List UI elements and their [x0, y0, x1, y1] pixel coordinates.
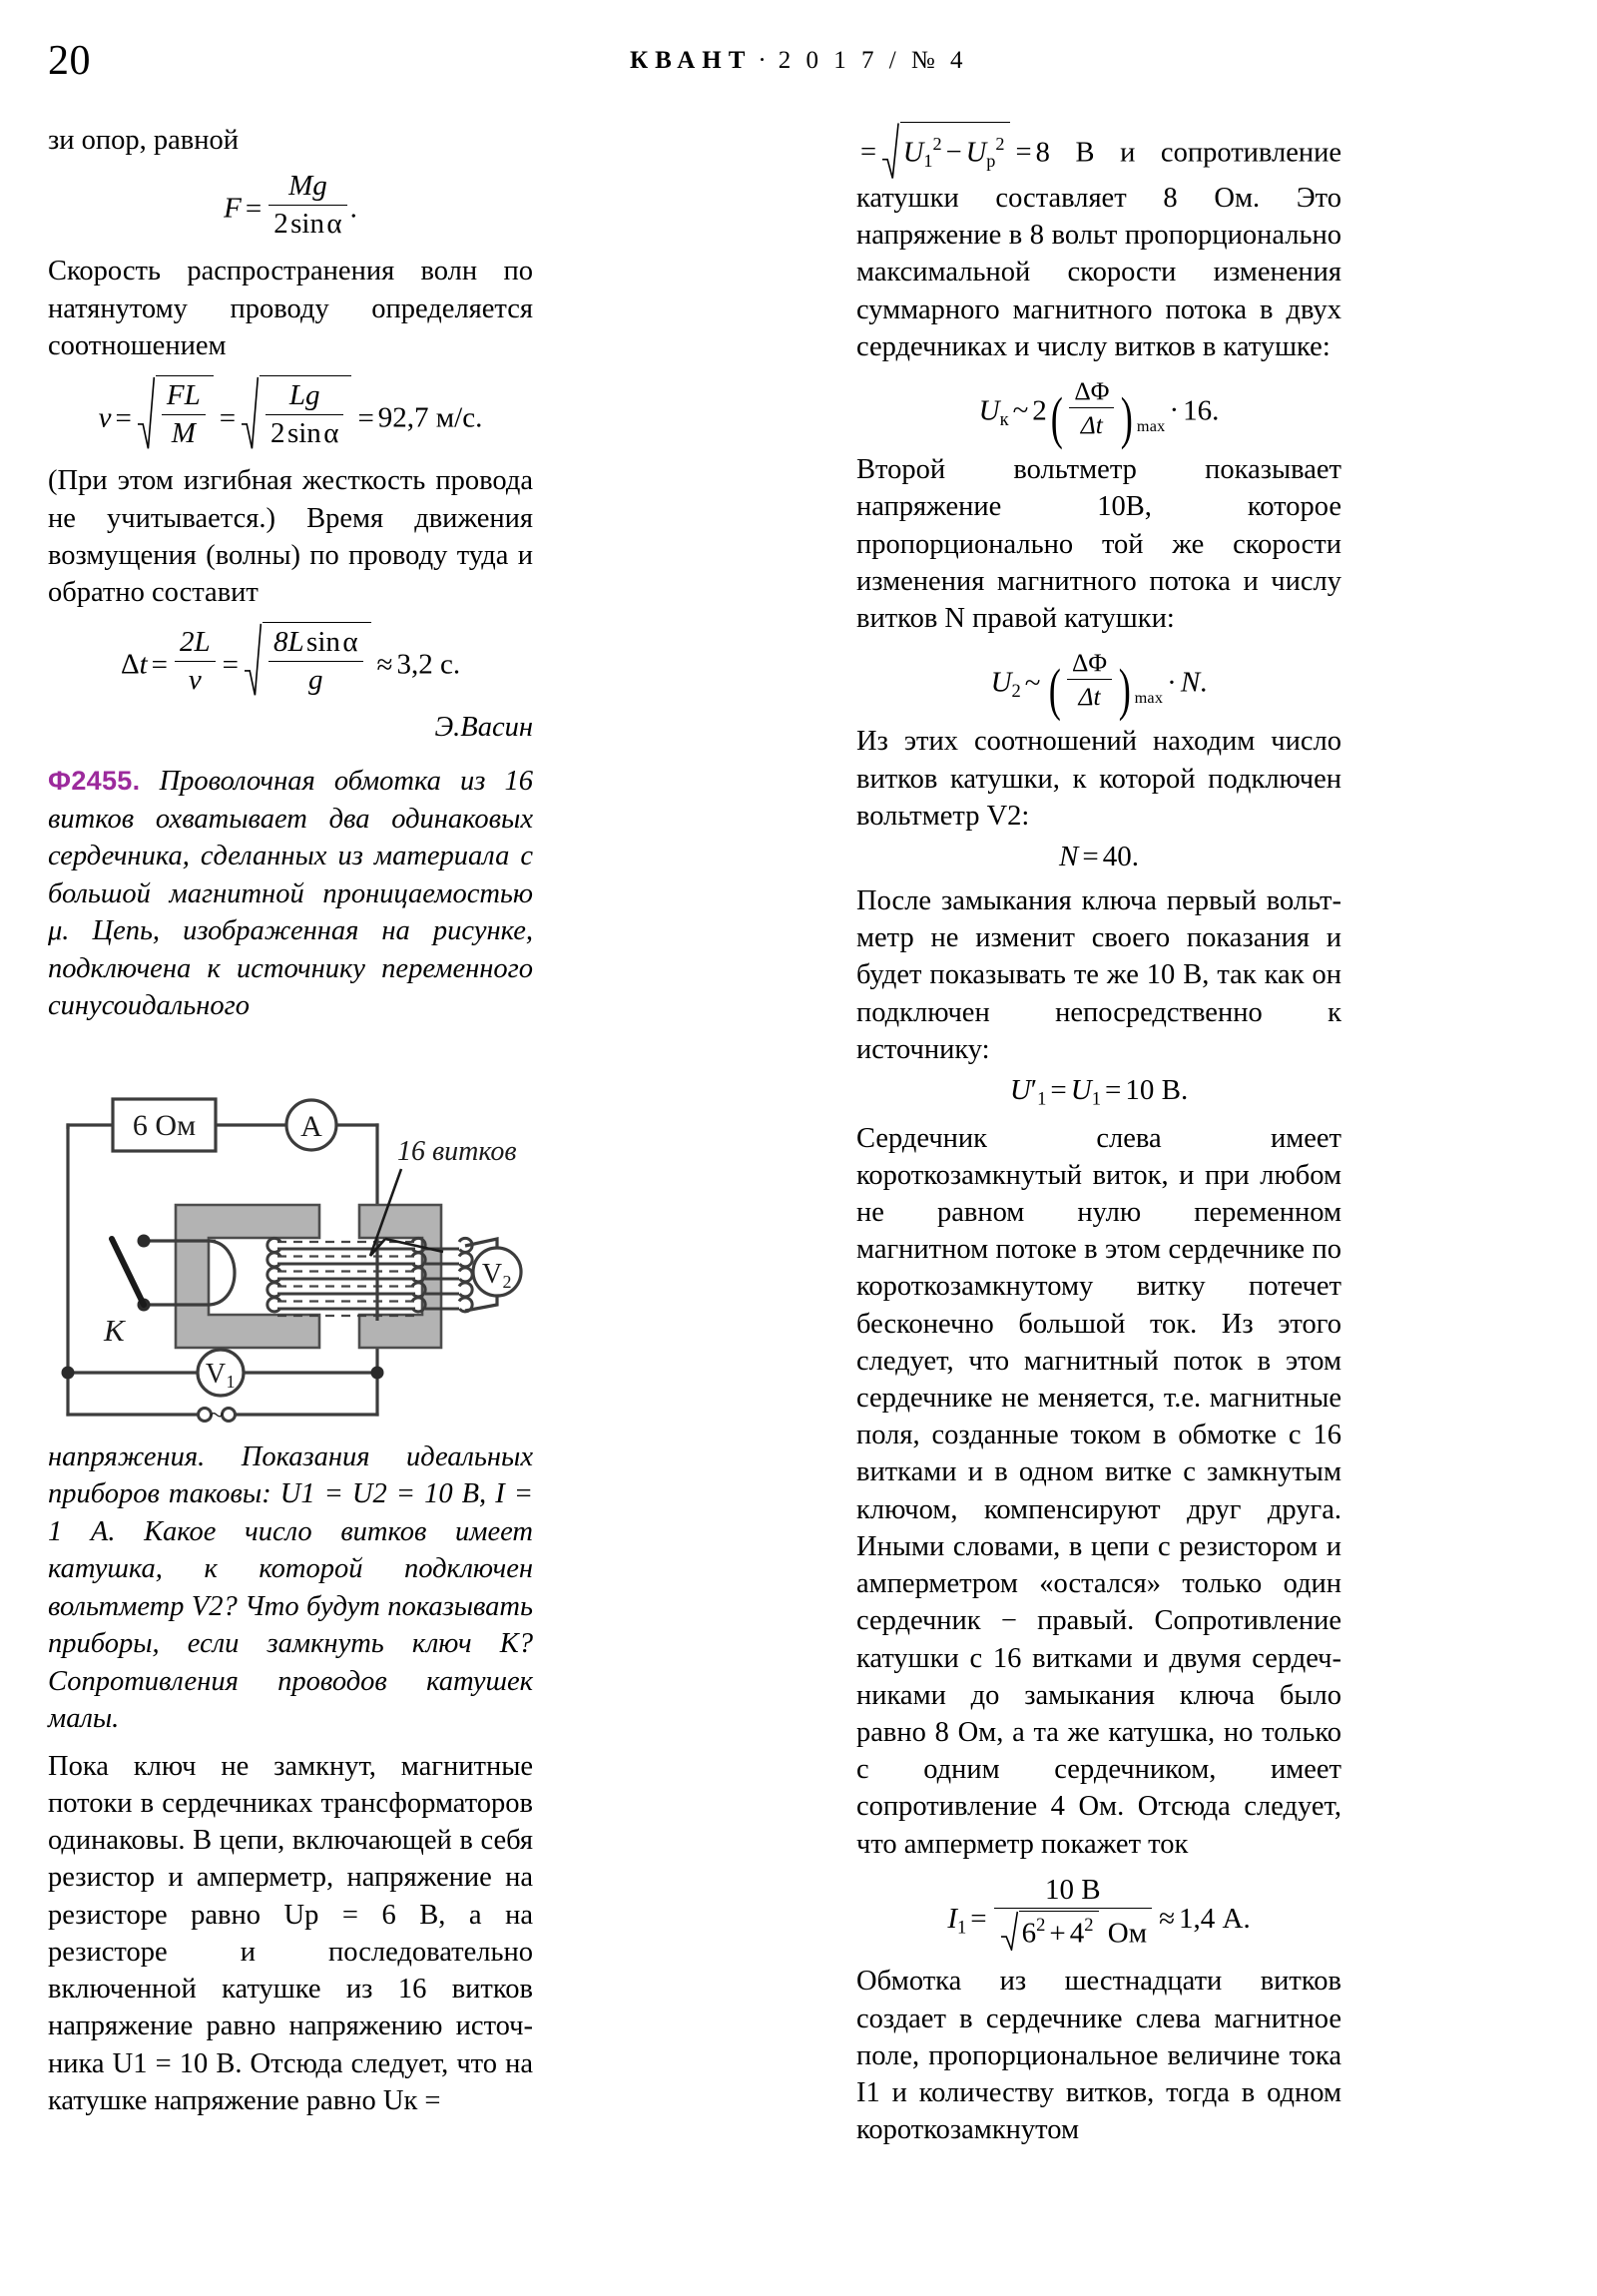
eq-u1p-rhs: U [1070, 1074, 1092, 1107]
eq-force-denominator [268, 206, 346, 242]
eq-velocity-value: 92,7 [377, 401, 429, 434]
eq-time-frac [175, 626, 216, 697]
eq-i1-denominator [994, 1909, 1152, 1951]
inline-eq-up-sub: р [986, 150, 996, 171]
eq-uk-sim: ~ [1012, 394, 1029, 427]
eq-n-equals: = [1082, 841, 1099, 873]
eq-u1p-sub: 1 [1037, 1088, 1047, 1110]
running-head [0, 44, 1597, 78]
paragraph-gap [48, 1738, 533, 1748]
eq-uk-period: . [1212, 394, 1220, 427]
inline-eq-sqrt [882, 122, 1009, 180]
inline-eq-up: U [965, 137, 987, 169]
eq-velocity-sqrt2 [242, 375, 351, 450]
journal-issue: 2 0 1 7 / № 4 [778, 47, 968, 74]
journal-title: КВАНТ [629, 47, 753, 74]
paragraph-final: Обмотка из шестнадцати витков создает в сердечнике слева магнитное поле, пропорциональное величине тока I1 и количеству витков, тогда в одном короткозамкнутом [856, 1966, 1341, 2146]
source-terminal-right [223, 1408, 236, 1421]
eq-uk-paren-close: ) [1121, 384, 1134, 450]
equation-velocity: v = $\frac{FL}{M}$ = $\frac{Lg}{\text{2 sin α}}$ = 92,7 м/с. [48, 375, 533, 450]
equation-time: Δt = $\frac{2L}{v}$ = $\frac{\text{8L sin α}}{g}$ ≈ 3,2 с. [48, 622, 533, 697]
right-column [856, 122, 1341, 2148]
left-transformer-core [176, 1205, 319, 1348]
eq-velocity-f2-var: α [323, 416, 339, 449]
eq-u1p-equals2: = [1104, 1074, 1122, 1107]
inline-eq-u1-sup: 2 [932, 134, 942, 154]
junction-dot-right [371, 1366, 384, 1379]
eq-u2-sim: ~ [1024, 666, 1041, 699]
eq-velocity-unit: м/с [435, 401, 476, 434]
inline-eq-u1-sub: 1 [923, 150, 933, 171]
eq-u2-lhs-sub: 2 [1011, 681, 1021, 703]
eq-time-frac-den: v [188, 663, 202, 696]
eq-time-inner-num [268, 626, 363, 662]
eq-u1p-rhs-sub: 1 [1091, 1088, 1101, 1110]
eq-uk-lhs: U [978, 394, 1000, 427]
eq-velocity-frac1 [162, 379, 206, 450]
eq-i1-approx: ≈ [1159, 1902, 1175, 1935]
eq-velocity-f1-num: FL [162, 379, 206, 415]
switch-contact-top [138, 1234, 151, 1247]
left-column [48, 122, 533, 2119]
radical-sign-icon [138, 375, 155, 450]
junction-dot-left [62, 1366, 75, 1379]
page-number: 20 [48, 38, 91, 84]
wire-top-left [68, 1125, 113, 1129]
eq-time-approx: ≈ [376, 648, 393, 681]
ac-source-symbol: ~ [209, 1400, 225, 1423]
eq-i1-den-b-sup: 2 [1084, 1915, 1094, 1937]
eq-u2-dot: · [1167, 666, 1177, 699]
paragraph-shorted-core: Сердечник слева имеет короткозамкнутый виток, и при любом не равном нулю переменном магнитном потоке в этом сердечнике по короткозамкнутому витку потечет бесконечно большой ток. Из этого следует, что магнитный поток в этом сердечнике не меняется, т.е. магнитные поля, созданные током в обмотке с 16 витками и в одном витке с замкнутым ключом, компенсируют друг друга. Иными словами, в цепи с резистором и амперметром «остался» только один сердечник − правый. Сопротивление катушки с 16 витками и двумя сердечниками до замыкания ключа было равно 8 Ом, а та же катушка, но только с одним сердечником, имеет сопротивление 4 Ом. Отсюда следует, что амперметр покажет ток [856, 1122, 1341, 1860]
eq-i1-fraction [994, 1874, 1152, 1952]
eq-uk-fraction [1069, 376, 1114, 439]
eq-i1-lhs: I [947, 1902, 957, 1935]
voltmeter-2-index: 2 [502, 1271, 512, 1292]
eq-time-sqrt [245, 622, 371, 697]
eq-u2-num: ΔΦ [1067, 648, 1112, 680]
eq-i1-sqrt [1001, 1911, 1099, 1951]
equation-turns-result [856, 841, 1341, 873]
primary-coil-16-turns [267, 1238, 425, 1316]
eq-uk-turns: 16 [1183, 394, 1213, 427]
eq-time-frac-num: 2L [175, 626, 216, 662]
eq-n-lhs: N [1059, 841, 1079, 873]
eq-force-den-coef: 2 [273, 207, 288, 240]
eq-u2-paren-open: ( [1048, 657, 1061, 723]
equation-u1-prime [856, 1074, 1341, 1111]
eq-u1p-value: 10 [1125, 1074, 1155, 1107]
eq-i1-den-a: 6 [1021, 1917, 1037, 1950]
eq-time-t: t [139, 648, 148, 681]
eq-time-num-alpha: α [342, 626, 358, 659]
equation-force [48, 170, 533, 241]
problem-number: Ф2455. [48, 766, 141, 797]
inline-eq-up-sup: 2 [995, 134, 1005, 154]
inline-eq-minus: − [945, 137, 962, 169]
radical-sign-icon [1001, 1911, 1018, 1951]
eq-u1p-prime: ′ [1030, 1074, 1038, 1107]
eq-force-period: . [349, 192, 357, 225]
eq-force-fraction [268, 170, 346, 241]
eq-force-numerator: Mg [268, 170, 346, 206]
eq-i1-unit: А [1222, 1902, 1244, 1935]
circuit-diagram-svg [48, 1043, 533, 1423]
eq-u2-paren-close: ) [1118, 657, 1131, 723]
eq-velocity-lhs: v [98, 401, 112, 434]
eq-u1p-lhs: U [1009, 1074, 1031, 1107]
radical-sign-icon [242, 375, 259, 450]
eq-i1-period: . [1243, 1902, 1251, 1935]
inline-eq-equals: = [860, 137, 877, 169]
eq-velocity-period: . [475, 401, 483, 434]
inline-eq-value: 8 [1035, 137, 1050, 169]
eq-uk-coef: 2 [1032, 394, 1047, 427]
eq-time-delta: Δ [120, 648, 140, 681]
problem-statement-part1 [48, 763, 533, 1025]
page-header [0, 38, 1597, 84]
radical-sign-icon [882, 122, 899, 180]
switch-label: K [104, 1312, 125, 1348]
eq-time-inner-den: g [308, 663, 323, 696]
paragraph-second-voltmeter: Второй вольтметр показывает напряжение 10В, которое пропорционально той же скорости изменения магнитного потока и числу витков N правой катушки: [856, 454, 1341, 635]
eq-uk-paren-open: ( [1050, 384, 1063, 450]
eq-u2-den: Δt [1078, 681, 1101, 711]
eq-uk-num: ΔΦ [1069, 376, 1114, 408]
eq-i1-den-plus: + [1049, 1917, 1066, 1950]
eq-velocity-f2-num: Lg [266, 379, 343, 415]
eq-n-value: 40 [1102, 841, 1132, 873]
eq-uk-max-subscript: max [1136, 417, 1166, 435]
problem-text-before-figure: Проволочная обмотка из 16 витков охватывает два одинаковых сердечника, сделанных из материала с большой магнитной проницаемостью μ. Цепь, изображенная на рисунке, подключена к источнику переменного синусоидального [48, 766, 533, 1022]
eq-force-lhs: F [224, 192, 242, 225]
voltmeter-1-label: V [205, 1358, 227, 1390]
eq-velocity-sqrt1 [138, 375, 214, 450]
equation-coil-voltage [856, 375, 1341, 450]
paragraph-wave-speed: Скорость распространения волн по натянутому проводу определяется соотношением [48, 256, 533, 361]
radical-sign-icon [245, 622, 262, 697]
eq-velocity-f2-fn: sin [286, 416, 321, 449]
paragraph-after-switch: После замыкания ключа первый вольтметр не изменит своего показания и будет показывать те же 10 В, так как он подключен непосредственно к источнику: [856, 885, 1341, 1065]
eq-n-period: . [1131, 841, 1139, 873]
header-separator: · [758, 47, 773, 74]
eq-time-num-sin: sin [306, 626, 340, 659]
eq-u2-period: . [1200, 666, 1208, 699]
eq-time-num-8L: 8L [272, 626, 304, 659]
eq-time-inner-frac [268, 626, 363, 697]
eq-u1p-equals: = [1050, 1074, 1067, 1107]
right-transformer-core [359, 1205, 441, 1348]
eq-velocity-f2-den [266, 415, 343, 451]
equation-current [856, 1874, 1341, 1952]
eq-u2-fraction [1067, 648, 1112, 711]
eq-velocity-f1-den: M [171, 416, 196, 449]
inline-eq-unit: В [1075, 137, 1095, 169]
eq-force-den-fn: sin [290, 207, 324, 240]
eq-i1-den-unit: Ом [1107, 1917, 1148, 1950]
voltmeter-1-index: 1 [226, 1371, 236, 1392]
eq-u2-max-subscript: max [1134, 689, 1164, 708]
paragraph-continued: зи опор, равной [48, 125, 239, 156]
eq-i1-result: 1,4 [1178, 1902, 1216, 1935]
eq-uk-den: Δt [1080, 409, 1103, 439]
eq-i1-num-value: 10 [1045, 1873, 1075, 1906]
eq-uk-dot: · [1169, 394, 1180, 427]
circuit-diagram-figure [48, 1043, 533, 1423]
paragraph-solution-start: Пока ключ не замкнут, магнитные потоки в сердечниках трансформаторов одинаковы. В цепи, включающей в себя резистор и амперметр, напряжение на резисторе равно Uр = 6 В, а на резисторе и последовательно включенной катушке из 16 витков напряжение равно напряжению источника U1 = 10 В. Отсюда следует, что на катушке напряжение равно Uк = [48, 1750, 533, 2116]
resistor-label: 6 Ом [132, 1108, 197, 1142]
eq-u2-lhs: U [990, 666, 1012, 699]
eq-u2-var: N [1180, 666, 1201, 699]
paragraph-find-turns: Из этих соотношений находим число витков катушки, к которой подключен вольтметр V2: [856, 726, 1341, 832]
paragraph-stiffness-note: (При этом изгибная жесткость провода не учитывается.) Время движения возмущения (волны) по проводу туда и обратно составит [48, 465, 533, 608]
paragraph-continuation-with-inline-eq [856, 122, 1341, 365]
eq-force-den-var: α [326, 207, 342, 240]
eq-i1-numerator [994, 1874, 1152, 1910]
eq-u1p-unit: В [1161, 1074, 1181, 1107]
eq-u1p-period: . [1180, 1074, 1189, 1107]
coil-annotation-label: 16 витков [397, 1135, 517, 1167]
ammeter-label: A [300, 1109, 322, 1143]
inline-eq-u1: U [902, 137, 924, 169]
switch-blade[interactable] [112, 1239, 144, 1305]
problem-statement-part2: напряжения. Показания идеальных приборов таковы: U1 = U2 = 10 В, I = 1 А. Какое число витков имеет катушка, к которой подключен вольтметр V2? Что будут показывать приборы, если замкнуть ключ K? Сопротивления проводов катушек малы. [48, 1440, 533, 1735]
eq-i1-sub: 1 [956, 1917, 967, 1939]
eq-i1-den-b: 4 [1069, 1917, 1085, 1950]
eq-force-equals: = [245, 192, 263, 225]
equation-secondary-voltage [856, 648, 1341, 723]
eq-time-unit: с [439, 648, 453, 681]
eq-time-value: 3,2 [396, 648, 433, 681]
eq-velocity-frac2 [266, 379, 343, 450]
author-attribution: Э.Васин [434, 712, 533, 744]
eq-i1-equals: = [970, 1902, 987, 1935]
eq-i1-num-unit: В [1081, 1873, 1101, 1906]
eq-time-period: . [452, 648, 461, 681]
paragraph-rest-text: и сопротивление катушки составляет 8 Ом. Это напряжение в 8 вольт пропорционально максимальной скорости изменения суммарного магнитного потока в двух сердечниках и числу витков в катушке: [856, 137, 1342, 362]
eq-velocity-f2-coef: 2 [270, 416, 285, 449]
eq-uk-lhs-sub: к [999, 408, 1009, 430]
inline-eq-equals2: = [1015, 137, 1032, 169]
voltmeter-2-label: V [481, 1258, 503, 1290]
eq-i1-den-a-sup: 2 [1036, 1915, 1046, 1937]
